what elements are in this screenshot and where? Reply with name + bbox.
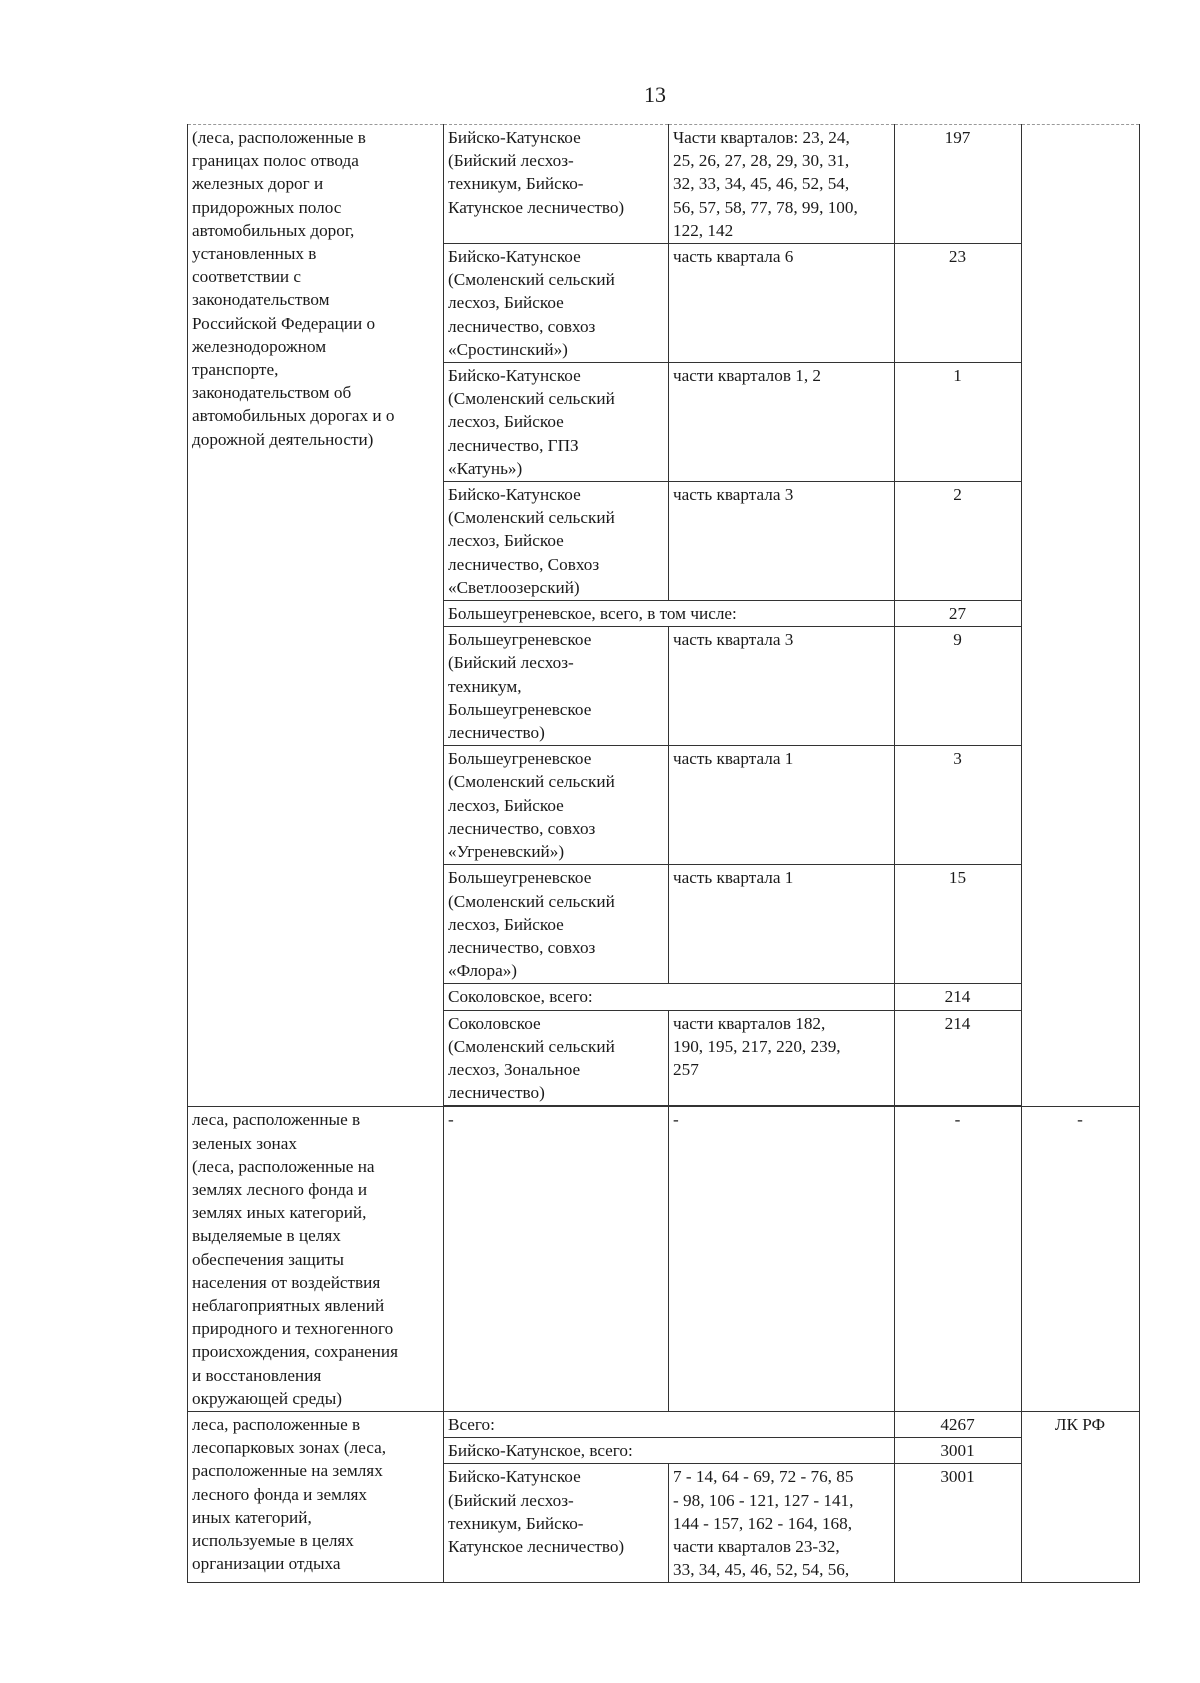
area-cell: 9 [895,627,1022,746]
page-number: 13 [644,82,666,107]
forestry-cell: Бийско-Катунское (Бийский лесхоз- техникум, Бийско- Катунское лесничество) [444,125,669,244]
area-cell: 2 [895,482,1022,601]
forestry-cell: Большеугреневское (Смоленский сельский лесхоз, Бийское лесничество, совхоз «Флора») [444,865,669,984]
area-cell: 3 [895,746,1022,865]
forestry-cell: Бийско-Катунское (Смоленский сельский лесхоз, Бийское лесничество, ГПЗ «Катунь») [444,363,669,482]
area-cell: 197 [895,125,1022,244]
forestry-cell: Большеугреневское (Бийский лесхоз- техникум, Большеугреневское лесничество) [444,627,669,746]
quarters-cell: часть квартала 6 [669,244,895,363]
area-cell: - [895,1107,1022,1412]
subtotal-label: Большеугреневское, всего, в том числе: [444,601,895,627]
forest-table [187,124,1140,1583]
forestry-cell: Бийско-Катунское (Бийский лесхоз- техникум, Бийско- Катунское лесничество) [444,1464,669,1583]
quarters-cell: часть квартала 1 [669,865,895,984]
area-cell: 214 [895,1010,1022,1106]
table-row [188,125,1140,244]
subtotal-area: 27 [895,601,1022,627]
subtotal-label: Соколовское, всего: [444,984,895,1010]
total-label: Всего: [444,1411,895,1437]
basis-cell [1022,125,1140,1107]
quarters-cell: часть квартала 3 [669,482,895,601]
table-row [188,1107,1140,1412]
forestry-cell: Бийско-Катунское (Смоленский сельский лесхоз, Бийское лесничество, совхоз «Сростинский») [444,244,669,363]
quarters-cell: части кварталов 1, 2 [669,363,895,482]
area-cell: 23 [895,244,1022,363]
forestry-cell: - [444,1107,669,1412]
quarters-cell: Части кварталов: 23, 24, 25, 26, 27, 28, 29, 30, 31, 32, 33, 34, 45, 46, 52, 54, 56, 57, 58, 77, 78, 99, 100, 122, 142 [669,125,895,244]
category-cell: леса, расположенные в лесопарковых зонах (леса, расположенные на землях лесного фонда и землях иных категорий, используемые в целях организации отдыха [188,1411,444,1582]
total-row [188,1411,1140,1437]
quarters-cell: части кварталов 182, 190, 195, 217, 220, 239, 257 [669,1010,895,1106]
total-area: 4267 [895,1411,1022,1437]
quarters-cell: часть квартала 3 [669,627,895,746]
quarters-cell: часть квартала 1 [669,746,895,865]
forestry-cell: Большеугреневское (Смоленский сельский лесхоз, Бийское лесничество, совхоз «Угреневский») [444,746,669,865]
category-cell: леса, расположенные в зеленых зонах (леса, расположенные на землях лесного фонда и землях иных категорий, выделяемые в целях обеспечения защиты населения от воздействия неблагоприятных явлений природного и техногенного происхождения, сохранения и восстановления окружающей среды) [188,1107,444,1412]
subtotal-area: 214 [895,984,1022,1010]
subtotal-label: Бийско-Катунское, всего: [444,1438,895,1464]
area-cell: 3001 [895,1464,1022,1583]
basis-cell: - [1022,1107,1140,1412]
area-cell: 1 [895,363,1022,482]
area-cell: 15 [895,865,1022,984]
quarters-cell: - [669,1107,895,1412]
forestry-cell: Соколовское (Смоленский сельский лесхоз, Зональное лесничество) [444,1010,669,1106]
basis-cell: ЛК РФ [1022,1411,1140,1582]
category-cell: (леса, расположенные в границах полос отвода железных дорог и придорожных полос автомобильных дорог, установленных в соответствии с законодательством Российской Федерации о железнодорожном транспорте, законодательством об автомобильных дорогах и о дорожной деятельности) [188,125,444,1107]
quarters-cell: 7 - 14, 64 - 69, 72 - 76, 85 - 98, 106 - 121, 127 - 141, 144 - 157, 162 - 164, 168, части кварталов 23-32, 33, 34, 45, 46, 52, 54, 56, [669,1464,895,1583]
subtotal-area: 3001 [895,1438,1022,1464]
forestry-cell: Бийско-Катунское (Смоленский сельский лесхоз, Бийское лесничество, Совхоз «Светлоозерский) [444,482,669,601]
